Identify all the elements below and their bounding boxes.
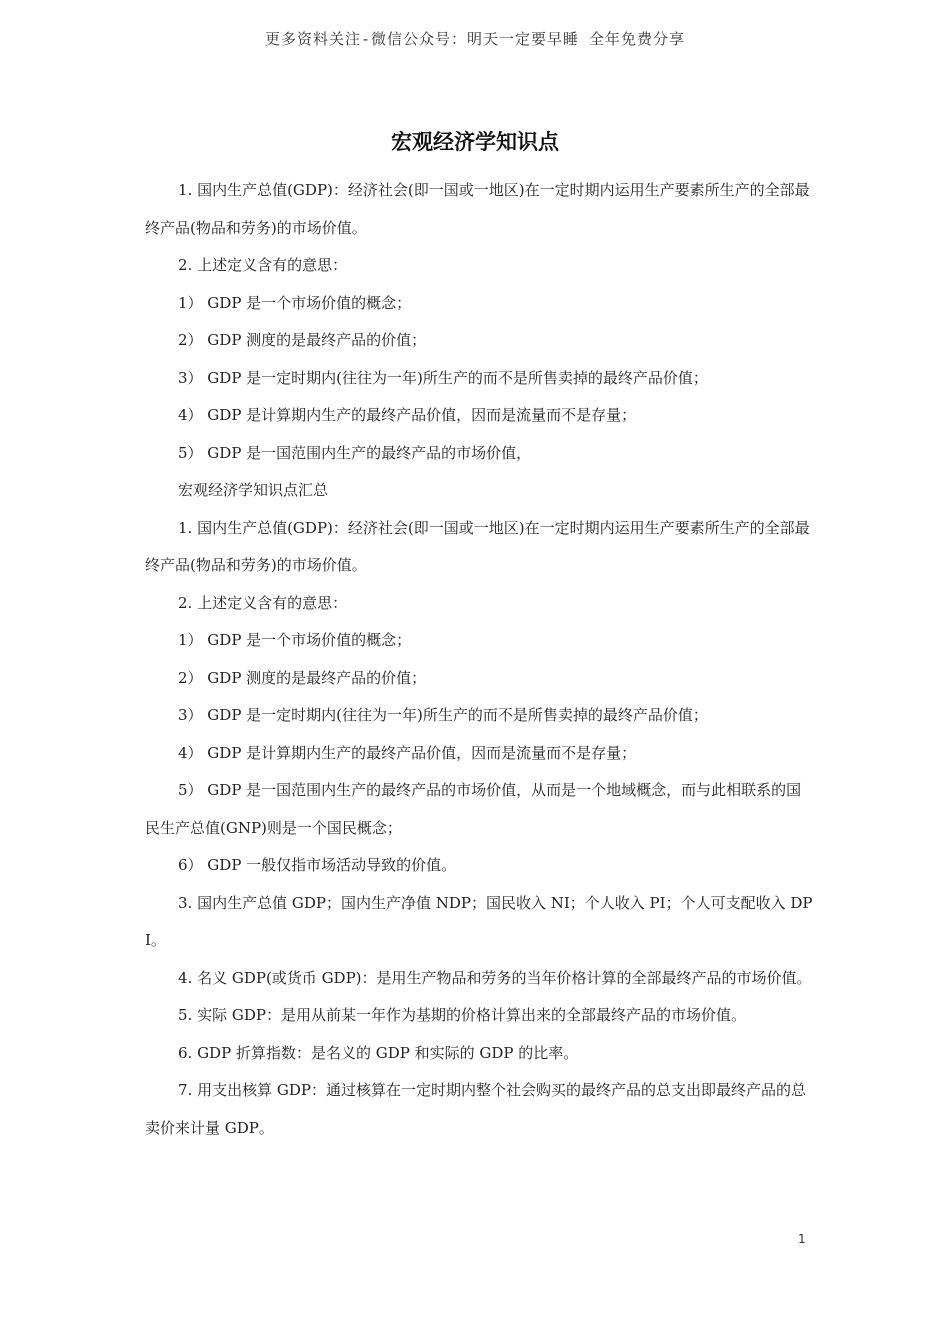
paragraph: 7. 用支出核算 GDP：通过核算在一定时期内整个社会购买的最终产品的总支出即最终产品的总卖价来计量 GDP。 bbox=[145, 1081, 806, 1137]
list-item: 5） GDP 是一国范围内生产的最终产品的市场价值，从而是一个地域概念，而与此相联系的国民生产总值(GNP)则是一个国民概念； bbox=[145, 781, 802, 837]
paragraph: 2. 上述定义含有的意思： bbox=[178, 256, 348, 274]
list-item: 5） GDP 是一国范围内生产的最终产品的市场价值， bbox=[178, 443, 532, 462]
paragraph: 1. 国内生产总值(GDP)：经济社会(即一国或一地区)在一定时期内运用生产要素所生产的全部最终产品(物品和劳务)的市场价值。 bbox=[145, 181, 810, 237]
list-item: 4） GDP 是计算期内生产的最终产品价值，因而是流量而不是存量； bbox=[178, 743, 637, 762]
paragraph: 1. 国内生产总值(GDP)：经济社会(即一国或一地区)在一定时期内运用生产要素所生产的全部最终产品(物品和劳务)的市场价值。 bbox=[145, 518, 810, 574]
document-body bbox=[145, 172, 813, 1147]
document-title: 宏观经济学知识点 bbox=[391, 130, 559, 154]
page-number: 1 bbox=[798, 1232, 806, 1246]
list-item: 4） GDP 是计算期内生产的最终产品价值，因而是流量而不是存量； bbox=[178, 406, 637, 424]
paragraph: 6. GDP 折算指数：是名义的 GDP 和实际的 GDP 的比率。 bbox=[178, 1043, 579, 1062]
list-item: 3） GDP 是一定时期内(往往为一年)所生产的而不是所售卖掉的最终产品价值； bbox=[178, 706, 708, 724]
list-item: 3） GDP 是一定时期内(往往为一年)所生产的而不是所售卖掉的最终产品价值； bbox=[178, 368, 708, 387]
paragraph: 4. 名义 GDP(或货币 GDP)：是用生产物品和劳务的当年价格计算的全部最终产品的市场价值。 bbox=[178, 968, 812, 987]
list-item: 2） GDP 测度的是最终产品的价值； bbox=[178, 668, 427, 687]
section-heading: 宏观经济学知识点汇总 bbox=[178, 481, 329, 499]
paragraph: 2. 上述定义含有的意思： bbox=[178, 593, 348, 612]
paragraph: 5. 实际 GDP：是用从前某一年作为基期的价格计算出来的全部最终产品的市场价值。 bbox=[178, 1006, 746, 1024]
list-item: 2） GDP 测度的是最终产品的价值； bbox=[178, 331, 427, 349]
list-item: 1） GDP 是一个市场价值的概念； bbox=[178, 293, 412, 312]
list-item: 6） GDP 一般仅指市场活动导致的价值。 bbox=[178, 856, 457, 874]
header-note: 更多资料关注-微信公众号：明天一定要早睡 全年免费分享 bbox=[264, 30, 686, 48]
paragraph: 3. 国内生产总值 GDP；国内生产净值 NDP；国民收入 NI；个人收入 PI；个人可支配收入 DPI。 bbox=[145, 893, 813, 949]
list-item: 1） GDP 是一个市场价值的概念； bbox=[178, 631, 412, 649]
